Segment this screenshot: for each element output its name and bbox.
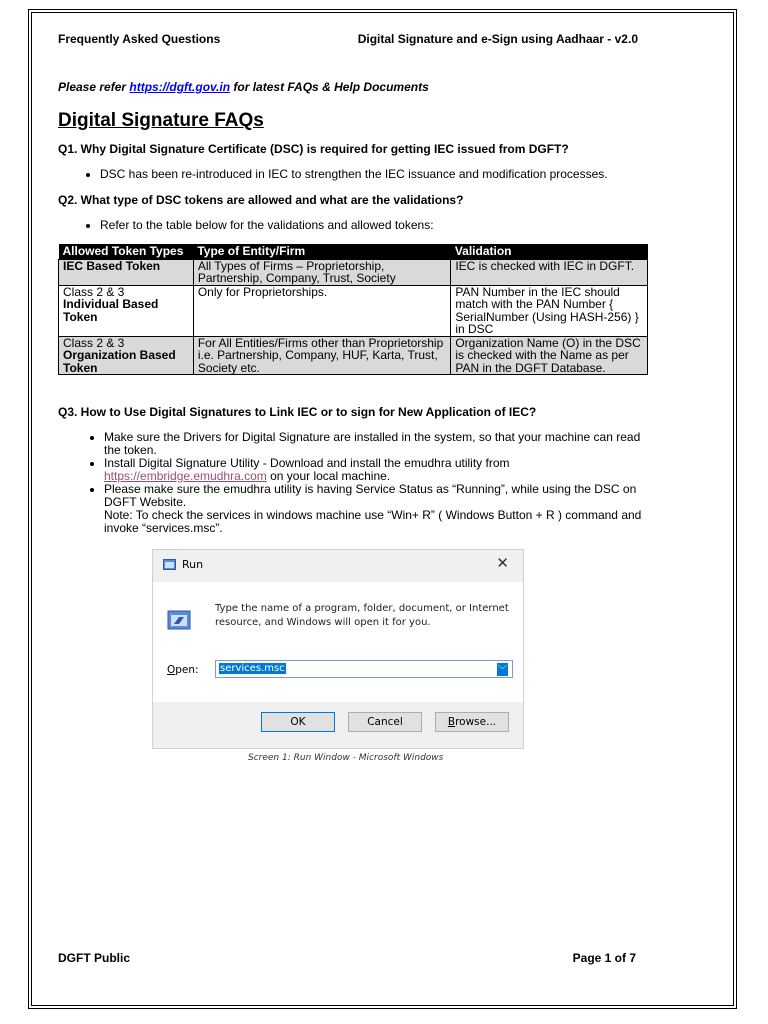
- table-header: Validation: [451, 244, 648, 259]
- footer-right: Page 1 of 7: [572, 951, 636, 965]
- q3-bullet-running: [104, 483, 648, 535]
- table-cell: PAN Number in the IEC should match with the PAN Number { SerialNumber (Using HASH-256) } in DSC: [451, 285, 648, 336]
- q2-question: Q2. What type of DSC tokens are allowed and what are the validations?: [58, 193, 464, 207]
- q1-question: Q1. Why Digital Signature Certificate (DSC) is required for getting IEC issued from DGFT?: [58, 142, 569, 156]
- table-row: [59, 259, 648, 285]
- table-header: Type of Entity/Firm: [193, 244, 451, 259]
- running-note: Note: To check the services in windows machine use “Win+ R” ( Windows Button + R ) command and invoke “services.msc”.: [104, 508, 642, 535]
- table-cell: All Types of Firms – Proprietorship, Partnership, Company, Trust, Society: [193, 259, 451, 285]
- run-program-icon: [167, 610, 191, 630]
- token-table: [58, 244, 648, 375]
- header-right: Digital Signature and e-Sign using Aadhaar - v2.0: [357, 32, 638, 46]
- table-header: Allowed Token Types: [59, 244, 194, 259]
- refer-suffix: for latest FAQs & Help Documents: [230, 80, 429, 94]
- table-cell: [59, 285, 194, 336]
- install-text: Install Digital Signature Utility - Download and install the emudhra utility from: [104, 456, 510, 470]
- run-dialog: [152, 549, 524, 749]
- dgft-link[interactable]: https://dgft.gov.in: [129, 80, 231, 94]
- q2-bullet: • Refer to the table below for the validations and allowed tokens:: [100, 219, 648, 232]
- open-label: Open:: [167, 664, 199, 676]
- install-suffix: on your local machine.: [266, 469, 391, 483]
- table-header-row: [59, 244, 648, 259]
- header-left: Frequently Asked Questions: [58, 32, 221, 46]
- q1-list: [58, 168, 648, 181]
- q3-list: [58, 431, 648, 535]
- q3-bullet-install: [104, 457, 648, 483]
- table-row: [59, 336, 648, 375]
- q3-bullet-drivers: • Make sure the Drivers for Digital Signature are installed in the system, so that your machine can read the token.: [104, 431, 648, 457]
- table-cell: IEC is checked with IEC in DGFT.: [451, 259, 648, 285]
- footer-left: DGFT Public: [58, 951, 130, 965]
- token-class: Class 2 & 3: [63, 335, 125, 350]
- open-input-value: services.msc: [220, 663, 285, 674]
- table-cell: [59, 259, 194, 285]
- running-text: Please make sure the emudhra utility is having Service Status as “Running”, while using the DSC on DGFT Website.: [104, 482, 637, 509]
- page-footer: [58, 951, 636, 965]
- table-cell: Only for Proprietorships.: [193, 285, 451, 336]
- run-title: Run: [182, 558, 204, 571]
- run-dialog-body: [153, 582, 523, 702]
- refer-line: [58, 80, 648, 94]
- token-type: IEC Based Token: [63, 258, 161, 273]
- token-class: Class 2 & 3: [63, 284, 125, 299]
- cancel-button[interactable]: Cancel: [348, 712, 422, 732]
- page-title: Digital Signature FAQs: [58, 110, 264, 131]
- refer-prefix: Please refer: [58, 80, 130, 94]
- q2-list: [58, 219, 648, 232]
- chevron-down-icon[interactable]: ﹀: [497, 663, 508, 676]
- q1-bullet: • DSC has been re-introduced in IEC to strengthen the IEC issuance and modification processes.: [100, 168, 648, 181]
- browse-button[interactable]: Browse...: [435, 712, 509, 732]
- token-type: Individual Based Token: [63, 297, 159, 324]
- table-cell: [59, 336, 194, 375]
- run-description: Type the name of a program, folder, document, or Internet resource, and Windows will open it for you.: [215, 603, 509, 628]
- q3-question: Q3. How to Use Digital Signatures to Link IEC or to sign for New Application of IEC?: [58, 405, 537, 419]
- table-cell: For All Entities/Firms other than Proprietorship i.e. Partnership, Company, HUF, Karta, Trust, Society etc.: [193, 336, 451, 375]
- emudhra-link[interactable]: https://embridge.emudhra.com: [104, 469, 267, 483]
- close-icon[interactable]: ✕: [496, 554, 509, 572]
- page-header: [58, 32, 648, 46]
- run-title-bar: [163, 558, 203, 571]
- ok-button[interactable]: OK: [261, 712, 335, 732]
- table-row: [59, 285, 648, 336]
- open-input[interactable]: [215, 660, 513, 678]
- document-content: [58, 32, 648, 763]
- run-icon: [163, 559, 176, 570]
- table-cell: Organization Name (O) in the DSC is checked with the Name as per PAN in the DGFT Database.: [451, 336, 648, 375]
- screen-caption: Screen 1: Run Window - Microsoft Windows: [248, 753, 444, 763]
- token-type: Organization Based Token: [63, 348, 176, 375]
